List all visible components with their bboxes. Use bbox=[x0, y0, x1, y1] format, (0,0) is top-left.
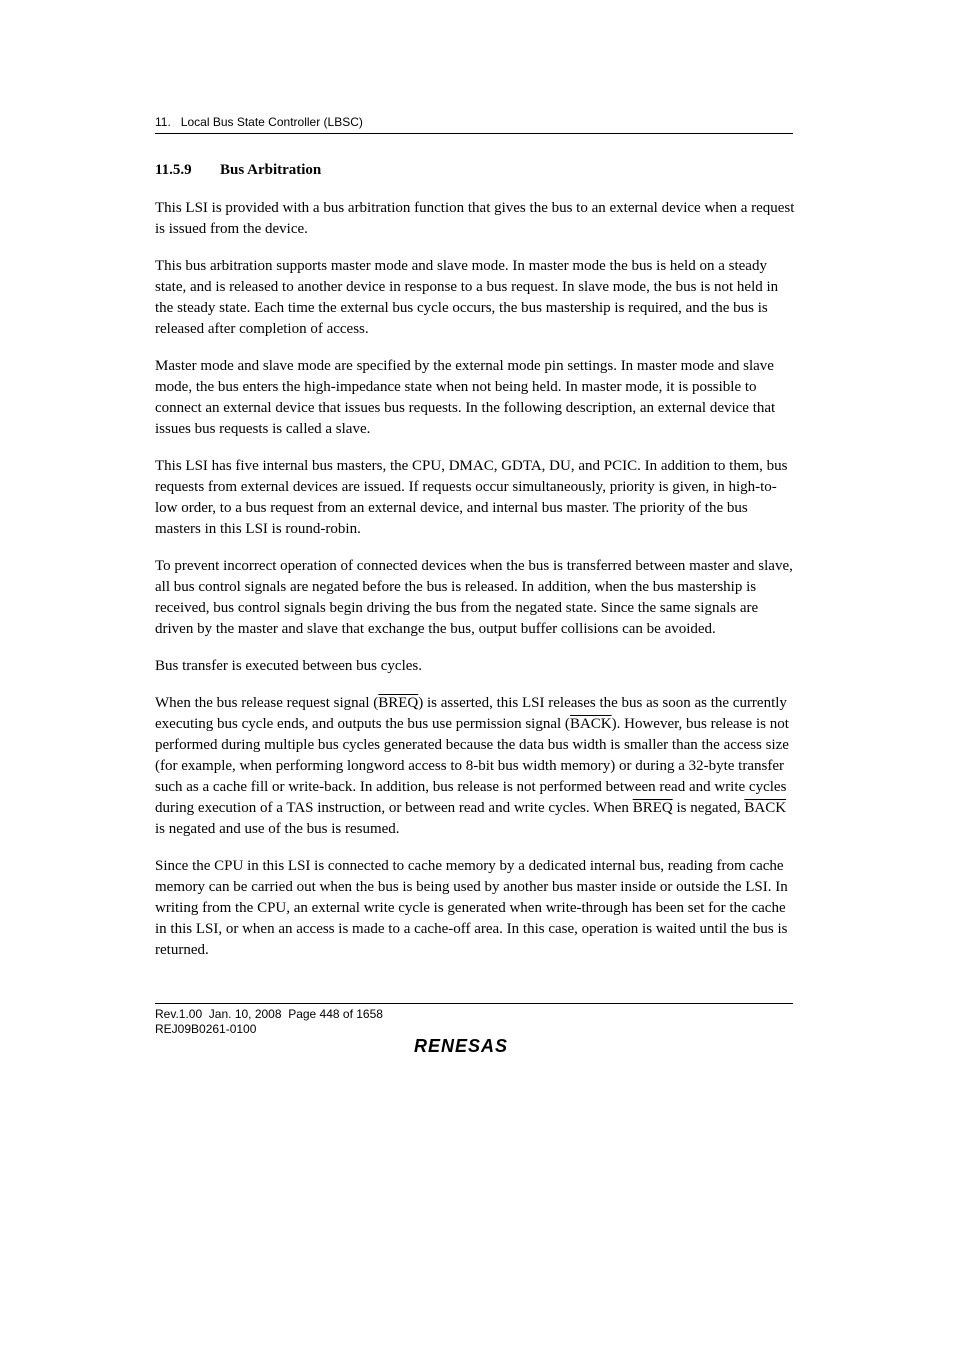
page-body bbox=[155, 160, 795, 977]
footer-revision: Rev.1.00 Jan. 10, 2008 Page 448 of 1658 bbox=[155, 1007, 383, 1021]
p7-text-4: is negated, bbox=[672, 800, 745, 816]
p7-text-5: is negated and use of the bus is resumed. bbox=[155, 821, 400, 837]
p7-text-3: ). However, bus release is not performed during multiple bus cycles generated because the data bus width is smaller than the access size (for example, when performing longword access to 8-bit bus width memory) or during a 32-byte transfer such as a cache fill or write-back. In addition, bus release is not performed between read and write cycles during execution of a TAS instruction, or between read and write cycles. When bbox=[155, 716, 789, 816]
paragraph-3: Master mode and slave mode are specified by the external mode pin settings. In master mode and slave mode, the bus enters the high-impedance state when not being held. In master mode, it is possible to connect an external device that issues bus requests. In the following description, an external device that issues bus requests is called a slave. bbox=[155, 358, 776, 437]
paragraph-7 bbox=[155, 693, 795, 840]
section-heading bbox=[155, 160, 795, 181]
page-footer bbox=[155, 1003, 793, 1037]
paragraph-6: Bus transfer is executed between bus cycles. bbox=[155, 658, 422, 674]
section-title: Bus Arbitration bbox=[220, 162, 322, 178]
paragraph-1: This LSI is provided with a bus arbitration function that gives the bus to an external device when a request is issued from the device. bbox=[155, 200, 795, 237]
signal-back: BACK bbox=[744, 800, 787, 816]
paragraph-4: This LSI has five internal bus masters, the CPU, DMAC, GDTA, DU, and PCIC. In addition to them, bus requests from external devices are issued. If requests occur simultaneously, priority is given, in high-to-low order, to a bus request from an external device, and internal bus master. The priority of the bus masters in this LSI is round-robin. bbox=[155, 458, 788, 537]
renesas-logo bbox=[414, 1034, 534, 1056]
paragraph-5: To prevent incorrect operation of connected devices when the bus is transferred between master and slave, all bus control signals are negated before the bus is released. In addition, when the bus mastership is received, bus control signals begin driving the bus from the negated state. Since the same signals are driven by the master and slave that exchange the bus, output buffer collisions can be avoided. bbox=[155, 558, 793, 637]
footer-doc-number: REJ09B0261-0100 bbox=[155, 1022, 257, 1036]
signal-breq: BREQ bbox=[632, 800, 673, 816]
header-text: 11. Local Bus State Controller (LBSC) bbox=[155, 115, 363, 129]
running-header bbox=[155, 114, 793, 134]
section-number: 11.5.9 bbox=[155, 162, 192, 178]
p7-text-2: ) is asserted, this LSI releases the bus as soon as the currently executing bus cycle ends, and outputs the bus use permission signal ( bbox=[155, 695, 787, 732]
paragraph-8: Since the CPU in this LSI is connected to cache memory by a dedicated internal bus, reading from cache memory can be carried out when the bus is being used by another bus master inside or outside the LSI. In writing from the CPU, an external write cycle is generated when write-through has been set for the cache in this LSI, or when an access is made to a cache-off area. In this case, operation is waited until the bus is returned. bbox=[155, 858, 788, 958]
signal-back: BACK bbox=[569, 716, 612, 732]
paragraph-2: This bus arbitration supports master mode and slave mode. In master mode the bus is held on a steady state, and is released to another device in response to a bus request. In slave mode, the bus is not held in the steady state. Each time the external bus cycle occurs, the bus mastership is required, and the bus is released after completion of access. bbox=[155, 258, 779, 337]
p7-text-1: When the bus release request signal ( bbox=[155, 695, 379, 711]
logo-text: RENESAS bbox=[414, 1036, 509, 1056]
signal-breq: BREQ bbox=[378, 695, 419, 711]
